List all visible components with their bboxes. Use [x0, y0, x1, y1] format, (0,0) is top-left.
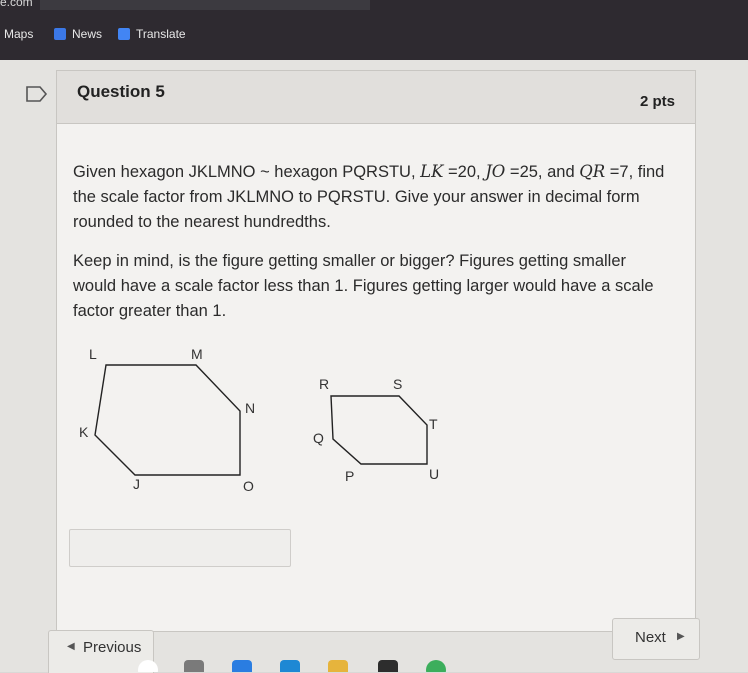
- next-button[interactable]: [612, 618, 700, 660]
- vertex-label-q: Q: [313, 430, 324, 446]
- math-jo: JO: [485, 162, 506, 181]
- previous-label: Previous: [83, 639, 142, 656]
- vertex-label-j: J: [133, 476, 140, 492]
- question-text: [73, 159, 673, 235]
- vertex-label-s: S: [393, 376, 403, 392]
- vertex-label-n: N: [245, 400, 256, 416]
- bookmark-label: News: [72, 27, 103, 41]
- question-text-part: =20,: [443, 163, 486, 181]
- vertex-label-l: L: [89, 346, 97, 362]
- next-label: Next: [635, 629, 666, 646]
- vertex-label-t: T: [429, 416, 438, 432]
- url-text: e.com: [0, 0, 33, 9]
- vertex-label-k: K: [79, 424, 89, 440]
- hexagon-pqrstu: [331, 396, 427, 464]
- vertex-label-o: O: [243, 478, 254, 494]
- hexagon-drawing: [73, 339, 533, 492]
- url-blurred-path: [40, 0, 370, 10]
- question-points: 2 pts: [639, 93, 675, 110]
- math-lk: LK: [420, 162, 444, 181]
- browser-top-bar: [0, 0, 748, 60]
- question-title: Question 5: [77, 82, 165, 101]
- question-text-part: =7, find the scale factor from JKLMNO to PQRSTU. Give your answer in decimal form rounded to the nearest hundredths.: [73, 163, 665, 231]
- question-header: [57, 71, 695, 124]
- answer-input[interactable]: [69, 529, 291, 567]
- taskbar-app-icon[interactable]: [184, 660, 204, 672]
- math-qr: QR: [579, 162, 606, 181]
- chevron-right-icon: ▶: [677, 631, 685, 642]
- taskbar-app-icon[interactable]: [378, 660, 398, 672]
- translate-icon: [118, 28, 130, 40]
- vertex-label-m: M: [191, 346, 203, 362]
- hexagon-jklmno: [95, 365, 240, 475]
- address-bar[interactable]: [0, 0, 748, 12]
- vertex-label-u: U: [429, 466, 440, 482]
- taskbar-app-icon[interactable]: [328, 660, 348, 672]
- bookmark-translate[interactable]: [118, 24, 186, 44]
- vertex-label-p: P: [345, 468, 355, 484]
- news-icon: [54, 28, 66, 40]
- question-card: [56, 70, 696, 632]
- hexagon-figure: [73, 339, 533, 494]
- chevron-left-icon: ◀: [67, 641, 75, 652]
- taskbar-app-icon[interactable]: [280, 660, 300, 672]
- bookmark-label: Maps: [4, 27, 34, 41]
- vertex-label-r: R: [319, 376, 330, 392]
- flag-question-icon[interactable]: [26, 86, 48, 102]
- question-hint: Keep in mind, is the figure getting smaller or bigger? Figures getting smaller would have a scale factor less than 1. Figures getting larger would have a scale factor greater than 1.: [73, 252, 654, 320]
- taskbar-app-icon[interactable]: [232, 660, 252, 672]
- bookmark-news[interactable]: [54, 24, 102, 44]
- bookmark-label: Translate: [136, 27, 186, 41]
- taskbar-app-icon[interactable]: [138, 660, 158, 672]
- taskbar-partial: [100, 654, 520, 672]
- taskbar-app-icon[interactable]: [426, 660, 446, 672]
- question-text-part: =25, and: [505, 163, 575, 181]
- question-text-part: Given hexagon JKLMNO ~ hexagon PQRSTU,: [73, 163, 421, 181]
- bookmark-maps[interactable]: [4, 24, 33, 44]
